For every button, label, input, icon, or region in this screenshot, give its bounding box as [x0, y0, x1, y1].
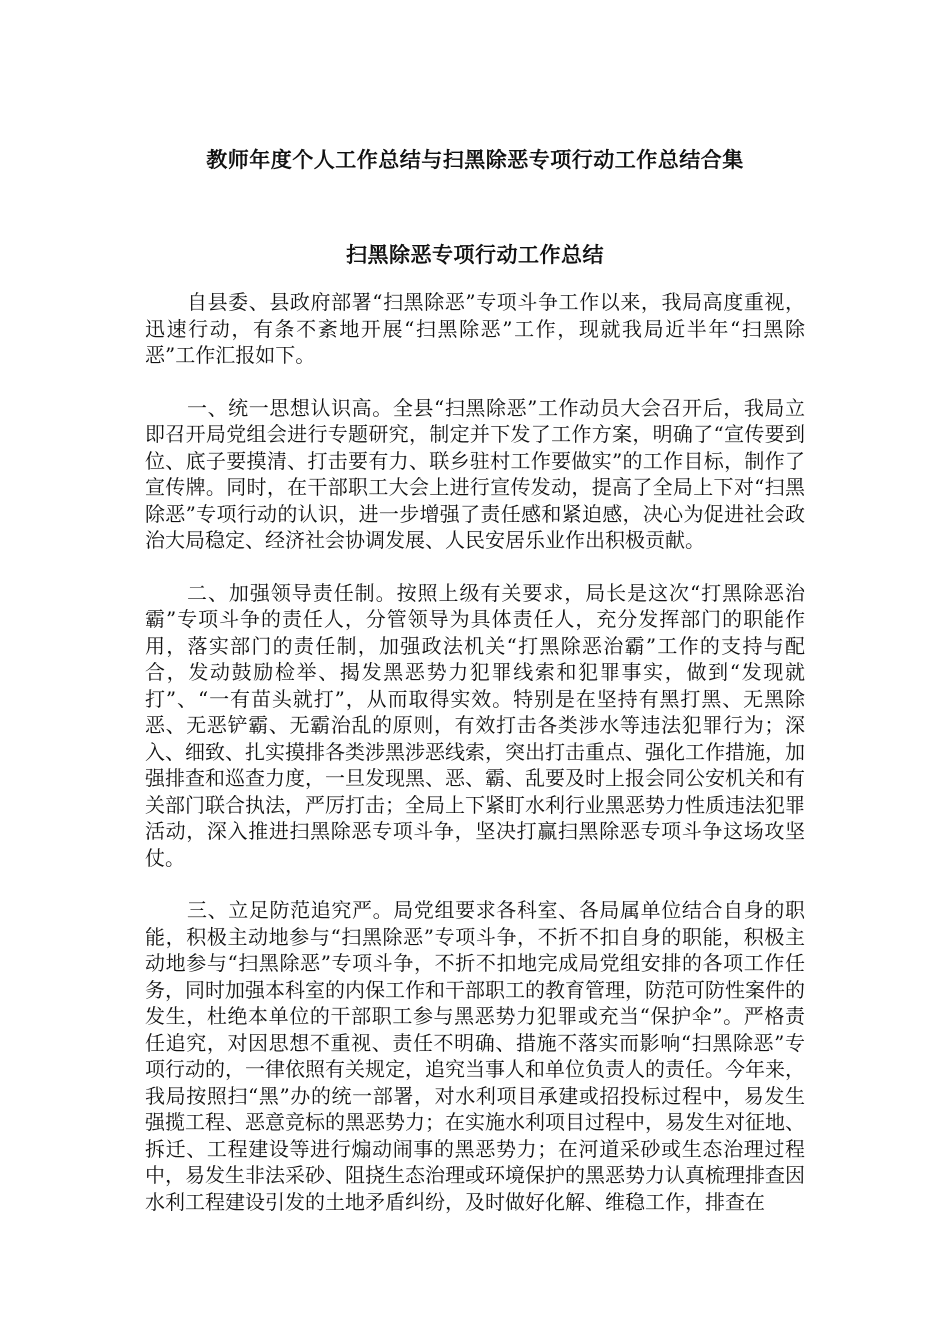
- document-body: [145, 289, 805, 1241]
- paragraph-intro: 自县委、县政府部署“扫黑除恶”专项斗争工作以来，我局高度重视，迅速行动，有条不紊地开展“扫黑除恶”工作，现就我局近半年“扫黑除恶”工作汇报如下。: [145, 290, 805, 367]
- document-title: 教师年度个人工作总结与扫黑除恶专项行动工作总结合集: [206, 147, 744, 172]
- paragraph-section-2: 二、加强领导责任制。按照上级有关要求，局长是这次“打黑除恶治霸”专项斗争的责任人，分管领导为具体责任人，充分发挥部门的职能作用，落实部门的责任制，加强政法机关“打黑除恶治霸”工作的支持与配合，发动鼓励检举、揭发黑恶势力犯罪线索和犯罪事实，做到“发现就打”、“一有苗头就打”，从而取得实效。特别是在坚持有黑打黑、无黑除恶、无恶铲霸、无霸治乱的原则，有效打击各类涉水等违法犯罪行为；深入、细致、扎实摸排各类涉黑涉恶线索，突出打击重点、强化工作措施，加强排查和巡查力度，一旦发现黑、恶、霸、乱要及时上报会同公安机关和有关部门联合执法，严厉打击；全局上下紧盯水利行业黑恶势力性质违法犯罪活动，深入推进扫黑除恶专项斗争，坚决打赢扫黑除恶专项斗争这场攻坚仗。: [145, 580, 805, 870]
- paragraph-section-3: 三、立足防范追究严。局党组要求各科室、各局属单位结合自身的职能，积极主动地参与“扫黑除恶”专项斗争，不折不扣自身的职能，积极主动地参与“扫黑除恶”专项斗争，不折不扣地完成局党组安排的各项工作任务，同时加强本科室的内保工作和干部职工的教育管理，防范可防性案件的发生，杜绝本单位的干部职工参与黑恶势力犯罪或充当“保护伞”。严格责任追究，对因思想不重视、责任不明确、措施不落实而影响“扫黑除恶”专项行动的，一律依照有关规定，追究当事人和单位负责人的责任。今年来，我局按照扫“黑”办的统一部署，对水利项目承建或招投标过程中，易发生强揽工程、恶意竞标的黑恶势力；在实施水利项目过程中，易发生对征地、拆迁、工程建设等进行煽动闹事的黑恶势力；在河道采砂或生态治理过程中，易发生非法采砂、阻挠生态治理或环境保护的黑恶势力认真梳理排查因水利工程建设引发的土地矛盾纠纷，及时做好化解、维稳工作，排查在: [145, 898, 805, 1214]
- paragraph-section-1: 一、统一思想认识高。全县“扫黑除恶”工作动员大会召开后，我局立即召开局党组会进行专题研究，制定并下发了工作方案，明确了“宣传要到位、底子要摸清、打击要有力、联乡驻村工作要做实”的工作目标，制作了宣传牌。同时，在干部职工大会上进行宣传发动，提高了全局上下对“扫黑除恶”专项行动的认识，进一步增强了责任感和紧迫感，决心为促进社会政治大局稳定、经济社会协调发展、人民安居乐业作出积极贡献。: [145, 395, 805, 552]
- section-title: 扫黑除恶专项行动工作总结: [346, 242, 604, 267]
